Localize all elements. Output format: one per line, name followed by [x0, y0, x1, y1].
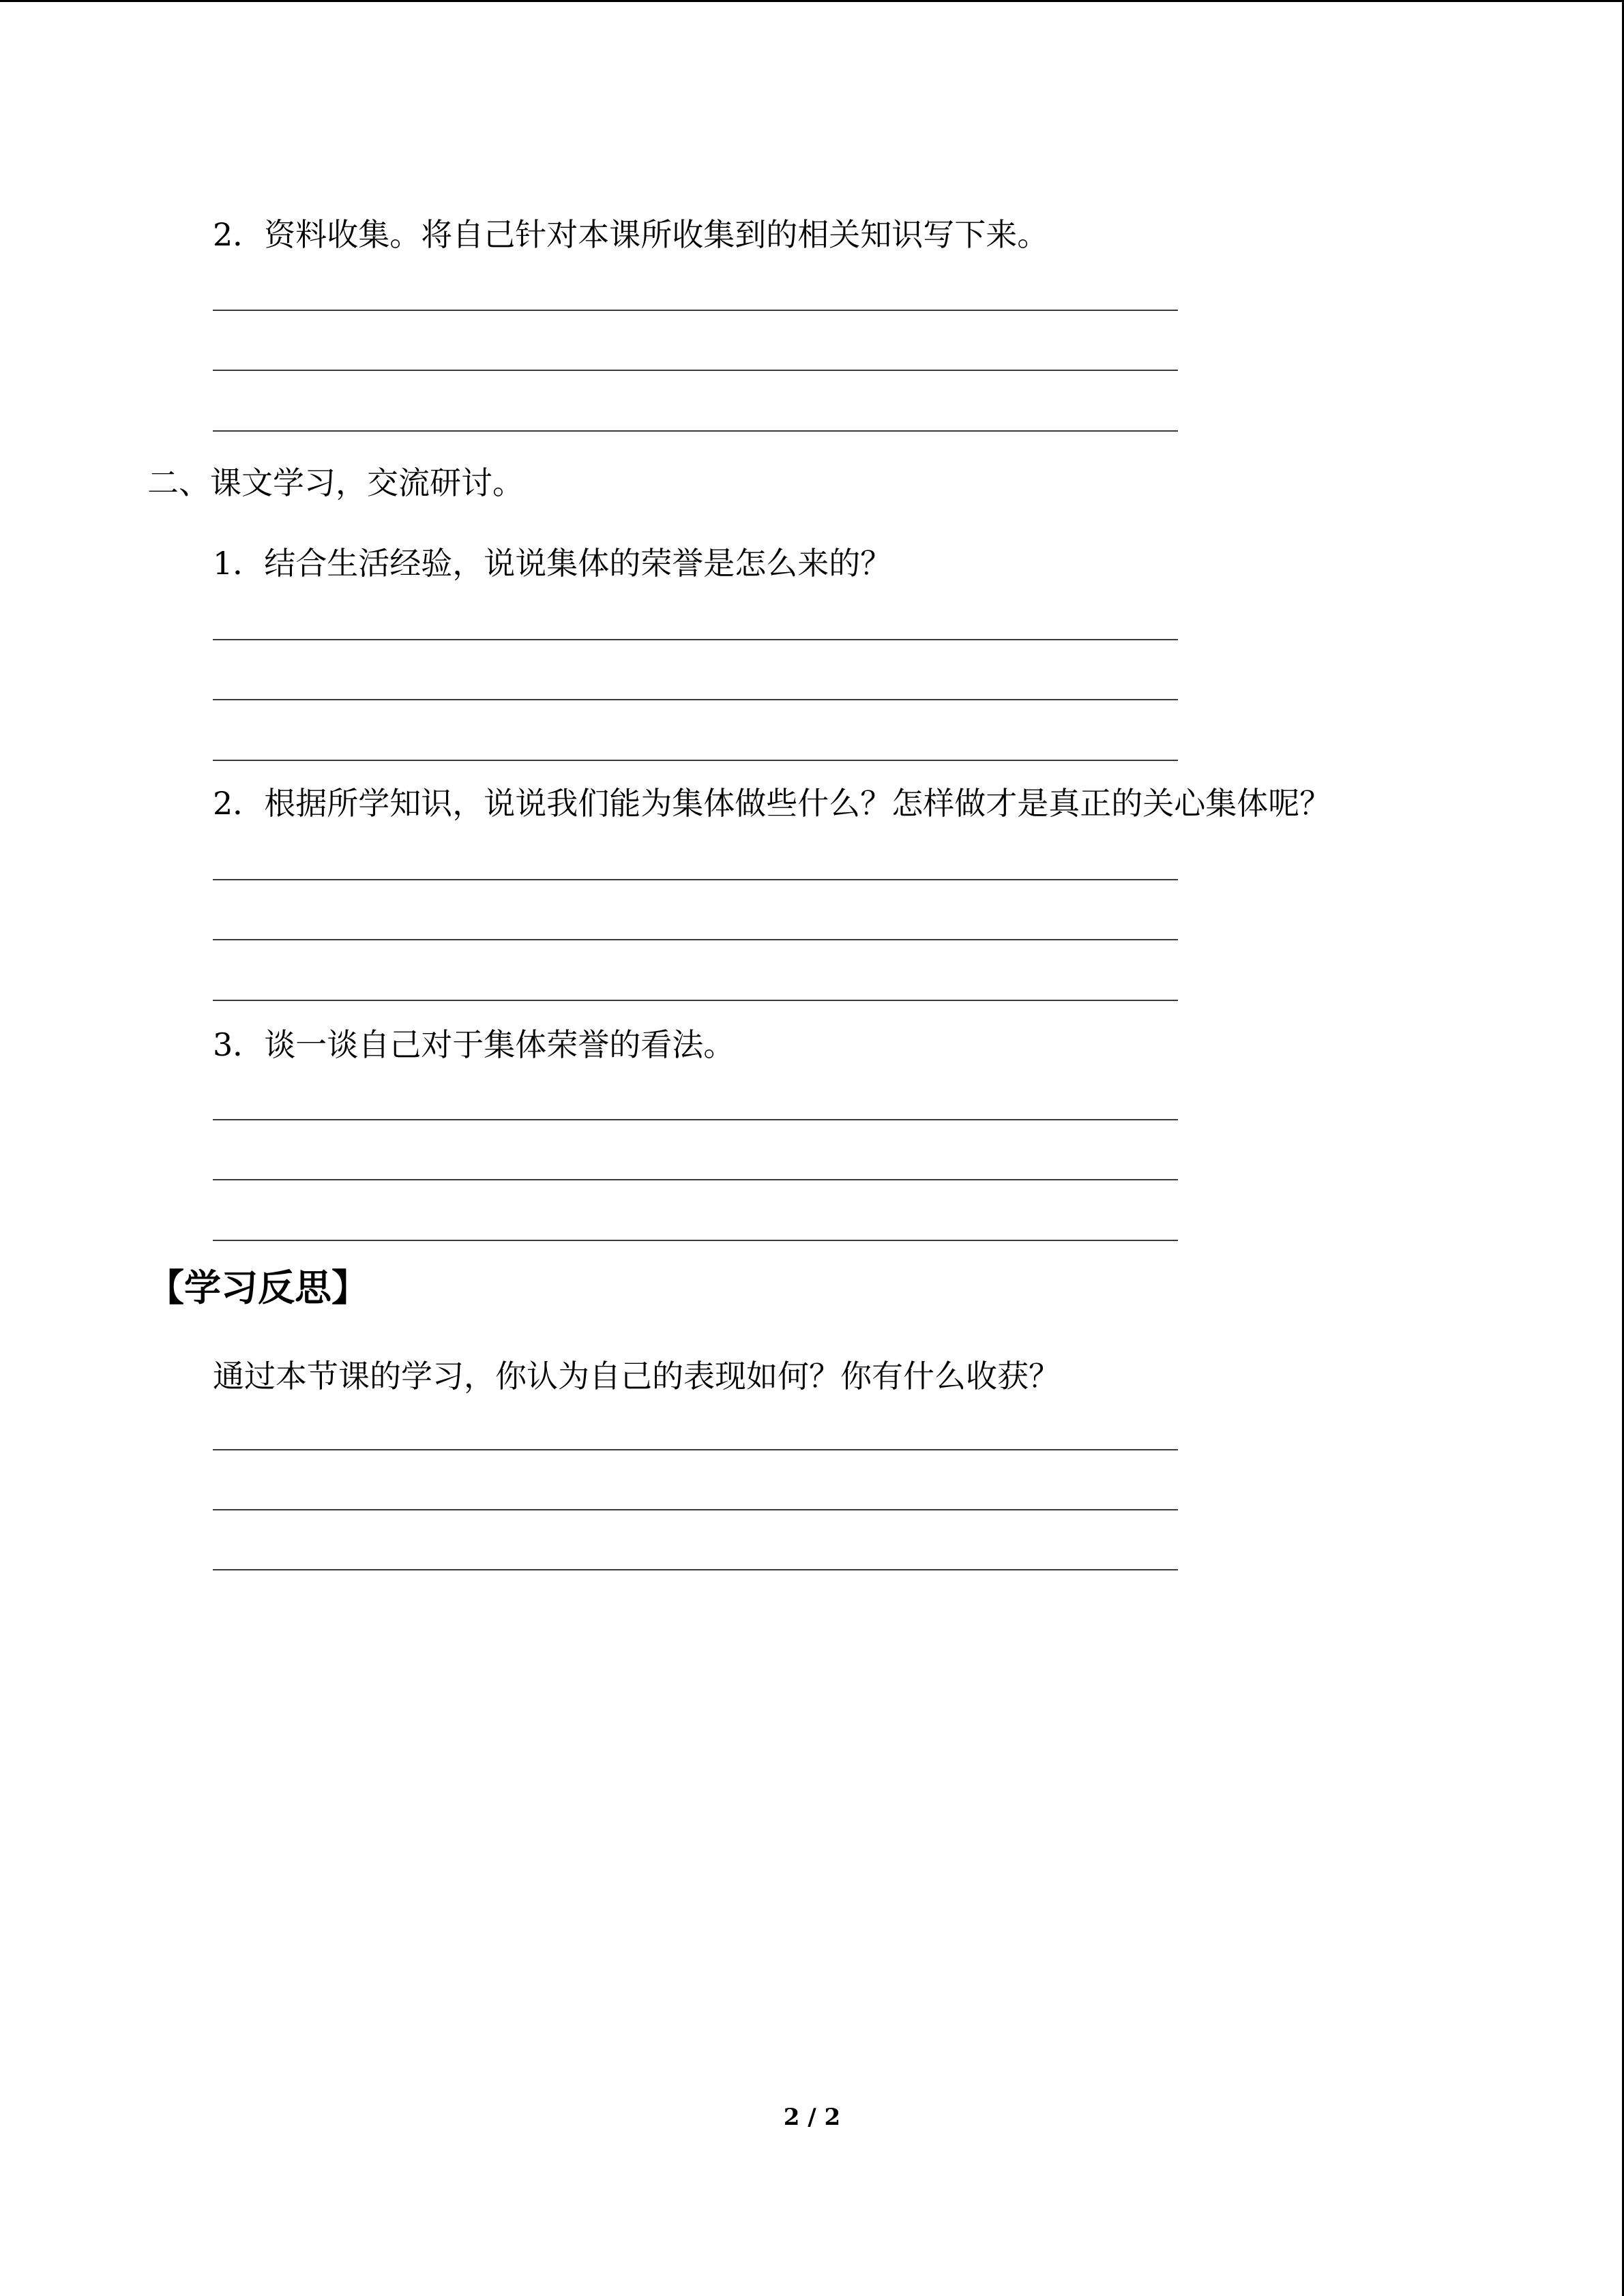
question-resource-collection: 2．资料收集。将自己针对本课所收集到的相关知识写下来。 — [213, 216, 1049, 253]
answer-line[interactable] — [213, 699, 1178, 700]
answer-line[interactable] — [213, 1000, 1178, 1001]
answer-line[interactable] — [213, 310, 1178, 311]
answer-line[interactable] — [213, 760, 1178, 761]
answer-line[interactable] — [213, 1119, 1178, 1120]
answer-line[interactable] — [213, 1240, 1178, 1241]
question-view-on-honor: 3．谈一谈自己对于集体荣誉的看法。 — [213, 1026, 735, 1063]
answer-line[interactable] — [213, 1509, 1178, 1510]
question-honor-origin: 1．结合生活经验，说说集体的荣誉是怎么来的？ — [213, 545, 892, 582]
page-border-top — [0, 0, 1624, 2]
answer-line[interactable] — [213, 430, 1178, 432]
reflection-prompt: 通过本节课的学习，你认为自己的表现如何？你有什么收获？ — [213, 1358, 1060, 1395]
question-care-for-collective: 2．根据所学知识，说说我们能为集体做些什么？怎样做才是真正的关心集体呢？ — [213, 785, 1331, 822]
answer-line[interactable] — [213, 1449, 1178, 1450]
answer-line[interactable] — [213, 639, 1178, 640]
answer-line[interactable] — [213, 939, 1178, 940]
reflection-heading: 【学习反思】 — [147, 1266, 368, 1309]
page-number: 2 / 2 — [783, 2104, 841, 2131]
answer-line[interactable] — [213, 1569, 1178, 1570]
answer-line[interactable] — [213, 879, 1178, 880]
answer-line[interactable] — [213, 1179, 1178, 1180]
answer-line[interactable] — [213, 370, 1178, 371]
section-title-text-study: 二、课文学习，交流研讨。 — [147, 464, 524, 501]
